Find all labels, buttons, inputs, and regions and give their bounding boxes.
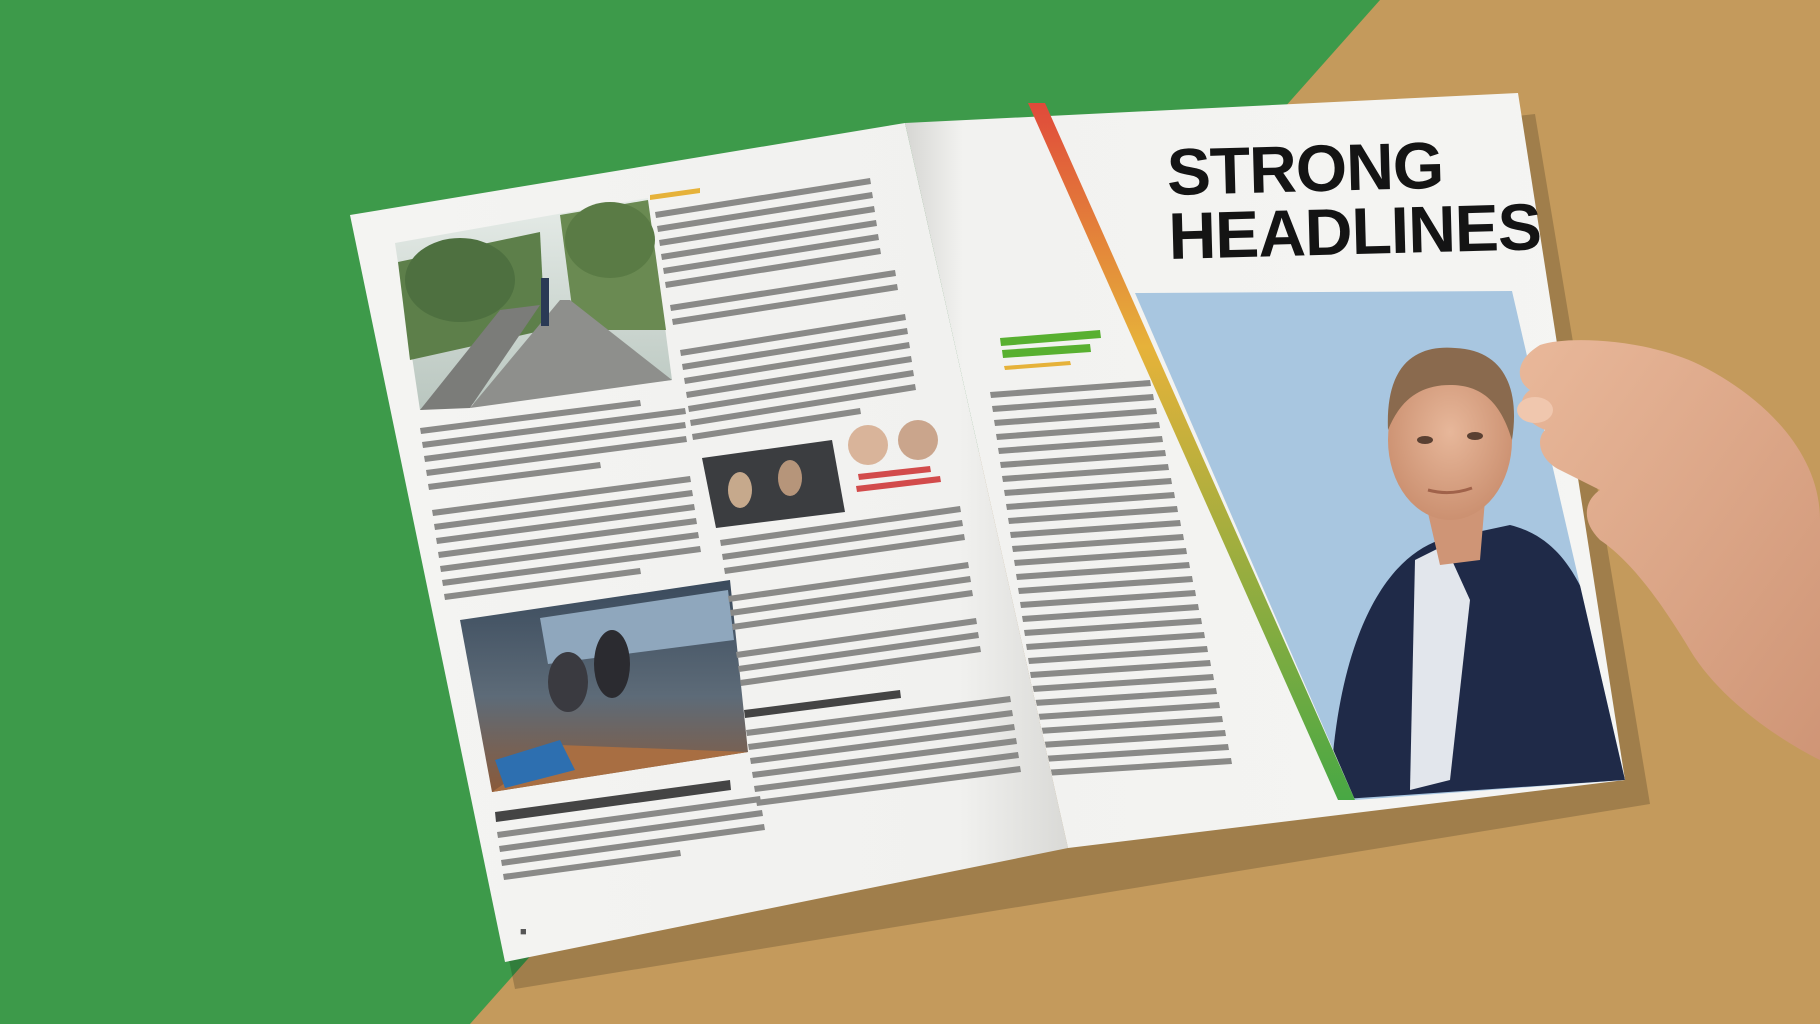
headline-line-1: STRONG	[1165, 127, 1445, 209]
headline-line-2: HEADLINES	[1167, 189, 1542, 273]
avatar	[898, 420, 938, 460]
page-number: ■	[520, 926, 527, 938]
magazine-headline	[1165, 127, 1542, 273]
avatar	[848, 425, 888, 465]
